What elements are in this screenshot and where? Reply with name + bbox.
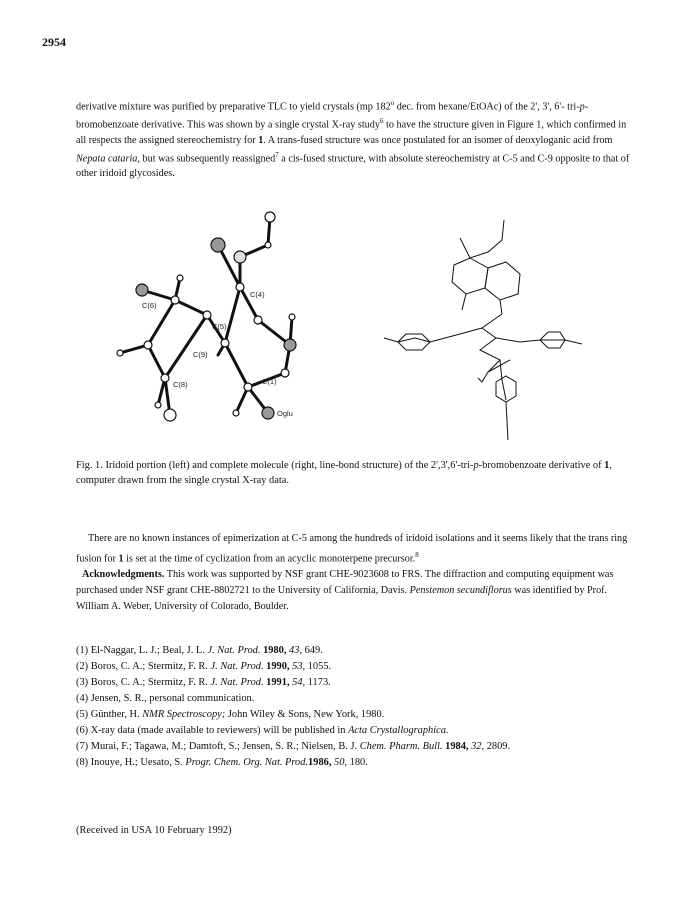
reference-item: (4) Jensen, S. R., personal communication. — [76, 693, 255, 704]
ref-7-superscript: 7 — [275, 150, 279, 159]
reference-item: (3) Boros, C. A.; Stermitz, F. R. J. Nat. Prod. 1991, 54, 1173. — [76, 677, 331, 688]
intro-paragraph: derivative mixture was purified by preparative TLC to yield crystals (mp 182$^o$ dec. from hexane/EtOAc) of the 2', 3', 6'- tri-p-bromobenzoate derivative. This was shown by a single crystal X-ray study$^6$ to have the structure given in Figure 1, which confirmed in all respects the assigned stereochemistry for 1. A trans-fused structure was once postulated for an isomer of deoxyloganic acid from Nepata cataria, but was subsequently reassigned$^7$ a cis-fused structure, with absolute stereochemistry at C-5 and C-9 opposite to that of other iridoid glycosides. — [76, 99, 630, 180]
discussion-paragraph: There are no known instances of epimerization at C-5 among the hundreds of iridoid isolations and it seems likely that the trans ring fusion for 1 is set at the time of cyclization from an acyclic monoterpene precursor.$^8$ — [76, 533, 628, 565]
references-list — [76, 643, 646, 771]
reference-item: (1) El-Naggar, L. J.; Beal, J. L. J. Nat. Prod. 1980, 43, 649. — [76, 645, 323, 656]
atom-label-c9: C(9) — [193, 350, 208, 359]
figure-caption: Fig. 1. Iridoid portion (left) and complete molecule (right, line-bond structure) of the 2',3',6'-tri-p-bromobenzoate derivative of 1, computer drawn from the single crystal X-ray data. — [76, 460, 612, 486]
received-date: (Received in USA 10 February 1992) — [76, 825, 232, 836]
ack-species-name: Penstemon secundiflorus — [409, 585, 512, 597]
reference-item: (8) Inouye, H.; Uesato, S. Progr. Chem. Org. Nat. Prod.1986, 50, 180. — [76, 757, 368, 768]
species-name: Nepata cataria — [76, 153, 138, 165]
atom-label-c6: C(6) — [142, 301, 157, 310]
reference-item: (2) Boros, C. A.; Stermitz, F. R. J. Nat. Prod. 1990, 53, 1055. — [76, 661, 332, 672]
line-bond-structure-figure — [370, 210, 590, 445]
page-number: 2954 — [42, 35, 66, 49]
atom-label-oglu: Oglu — [277, 409, 293, 418]
acknowledgments-heading: Acknowledgments. — [82, 569, 165, 581]
degree-mark: o — [390, 99, 395, 107]
atom-label-c4: C(4) — [250, 290, 265, 299]
acknowledgments-paragraph: Acknowledgments. This work was supported by NSF grant CHE-9023608 to FRS. The diffraction and computing equipment was purchased under NSF grant CHE-8802721 to the University of California, Davis. Penstemon secundiflorus was identified by Prof. William A. Weber, University of Colorado, Boulder. — [76, 569, 614, 613]
body-text — [76, 531, 636, 615]
ref-8-superscript: 8 — [415, 551, 419, 559]
reference-item: (7) Murai, F.; Tagawa, M.; Damtoft, S.; Jensen, S. R.; Nielsen, B. J. Chem. Pharm. Bull. 1984, 32, 2809. — [76, 741, 511, 752]
iridoid-ortep-figure — [100, 205, 340, 440]
ref-6-superscript: 6 — [379, 117, 384, 126]
atom-label-c5: C(5) — [212, 322, 227, 331]
atom-label-c8: C(8) — [173, 380, 188, 389]
reference-item: (5) Günther, H. NMR Spectroscopy; John Wiley & Sons, New York, 1980. — [76, 709, 385, 720]
atom-label-c1: C(1) — [262, 377, 277, 386]
reference-item: (6) X-ray data (made available to reviewers) will be published in Acta Crystallographica. — [76, 725, 449, 736]
